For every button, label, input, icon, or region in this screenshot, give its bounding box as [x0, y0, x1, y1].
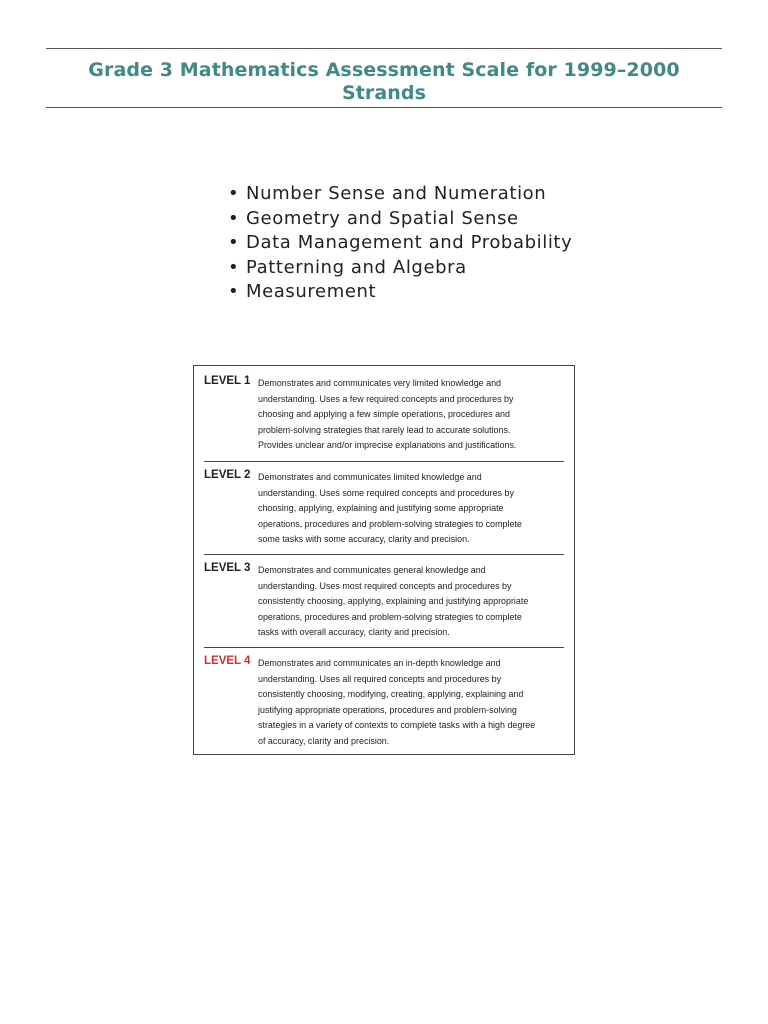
- level-label: LEVEL 3: [204, 562, 251, 574]
- page-title: [46, 48, 722, 108]
- level-label: LEVEL 1: [204, 375, 251, 387]
- bullet-icon: •: [228, 232, 240, 253]
- level-label: LEVEL 2: [204, 469, 251, 481]
- achievement-levels-table: [193, 365, 575, 755]
- strand-item: [228, 231, 572, 256]
- strand-item: [228, 256, 572, 281]
- strands-list: [228, 182, 572, 305]
- level-description: Demonstrates and communicates limited knowledge and understanding. Uses some required concepts and procedures by choosing, applying, explaining and justifying some appropriate operations, procedures and problem-solving strategies to complete some tasks with some accuracy, clarity and precision.: [258, 472, 522, 545]
- title-line-2: Strands: [341, 82, 427, 104]
- bullet-icon: •: [228, 256, 240, 278]
- strand-label: Number Sense and Numeration: [246, 183, 547, 204]
- strand-item: [228, 182, 572, 207]
- bullet-icon: •: [228, 281, 240, 302]
- strand-label: Patterning and Algebra: [246, 256, 467, 278]
- bullet-icon: •: [228, 183, 240, 204]
- row-divider: [204, 554, 564, 555]
- level-description: Demonstrates and communicates an in-depth knowledge and understanding. Uses all required concepts and procedures by consistently choosing, modifying, creating, applying, explaining and justifying appropriate operations, procedures and problem-solving strategies in a variety of contexts to complete tasks with a high degree of accuracy, clarity and precision.: [258, 658, 536, 747]
- level-label-highlighted: LEVEL 4: [204, 655, 251, 667]
- strand-item: [228, 207, 572, 232]
- level-description: Demonstrates and communicates very limited knowledge and understanding. Uses a few required concepts and procedures by choosing and applying a few simple operations, procedures and problem-solving strategies that rarely lead to accurate solutions. Provides unclear and/or imprecise explanations and justifications.: [258, 378, 517, 451]
- level-description: Demonstrates and communicates general knowledge and understanding. Uses most required concepts and procedures by consistently choosing, applying, explaining and justifying appropriate operations, procedures and problem-solving strategies to complete tasks with overall accuracy, clarity and precision.: [258, 565, 529, 638]
- strand-label: Measurement: [246, 281, 377, 302]
- strand-label: Data Management and Probability: [246, 232, 573, 253]
- title-line-1: Grade 3 Mathematics Assessment Scale for 1999–2000: [88, 59, 680, 81]
- strand-label: Geometry and Spatial Sense: [246, 207, 519, 229]
- strand-item: [228, 280, 572, 305]
- bullet-icon: •: [228, 207, 240, 229]
- row-divider: [204, 461, 564, 462]
- row-divider: [204, 647, 564, 648]
